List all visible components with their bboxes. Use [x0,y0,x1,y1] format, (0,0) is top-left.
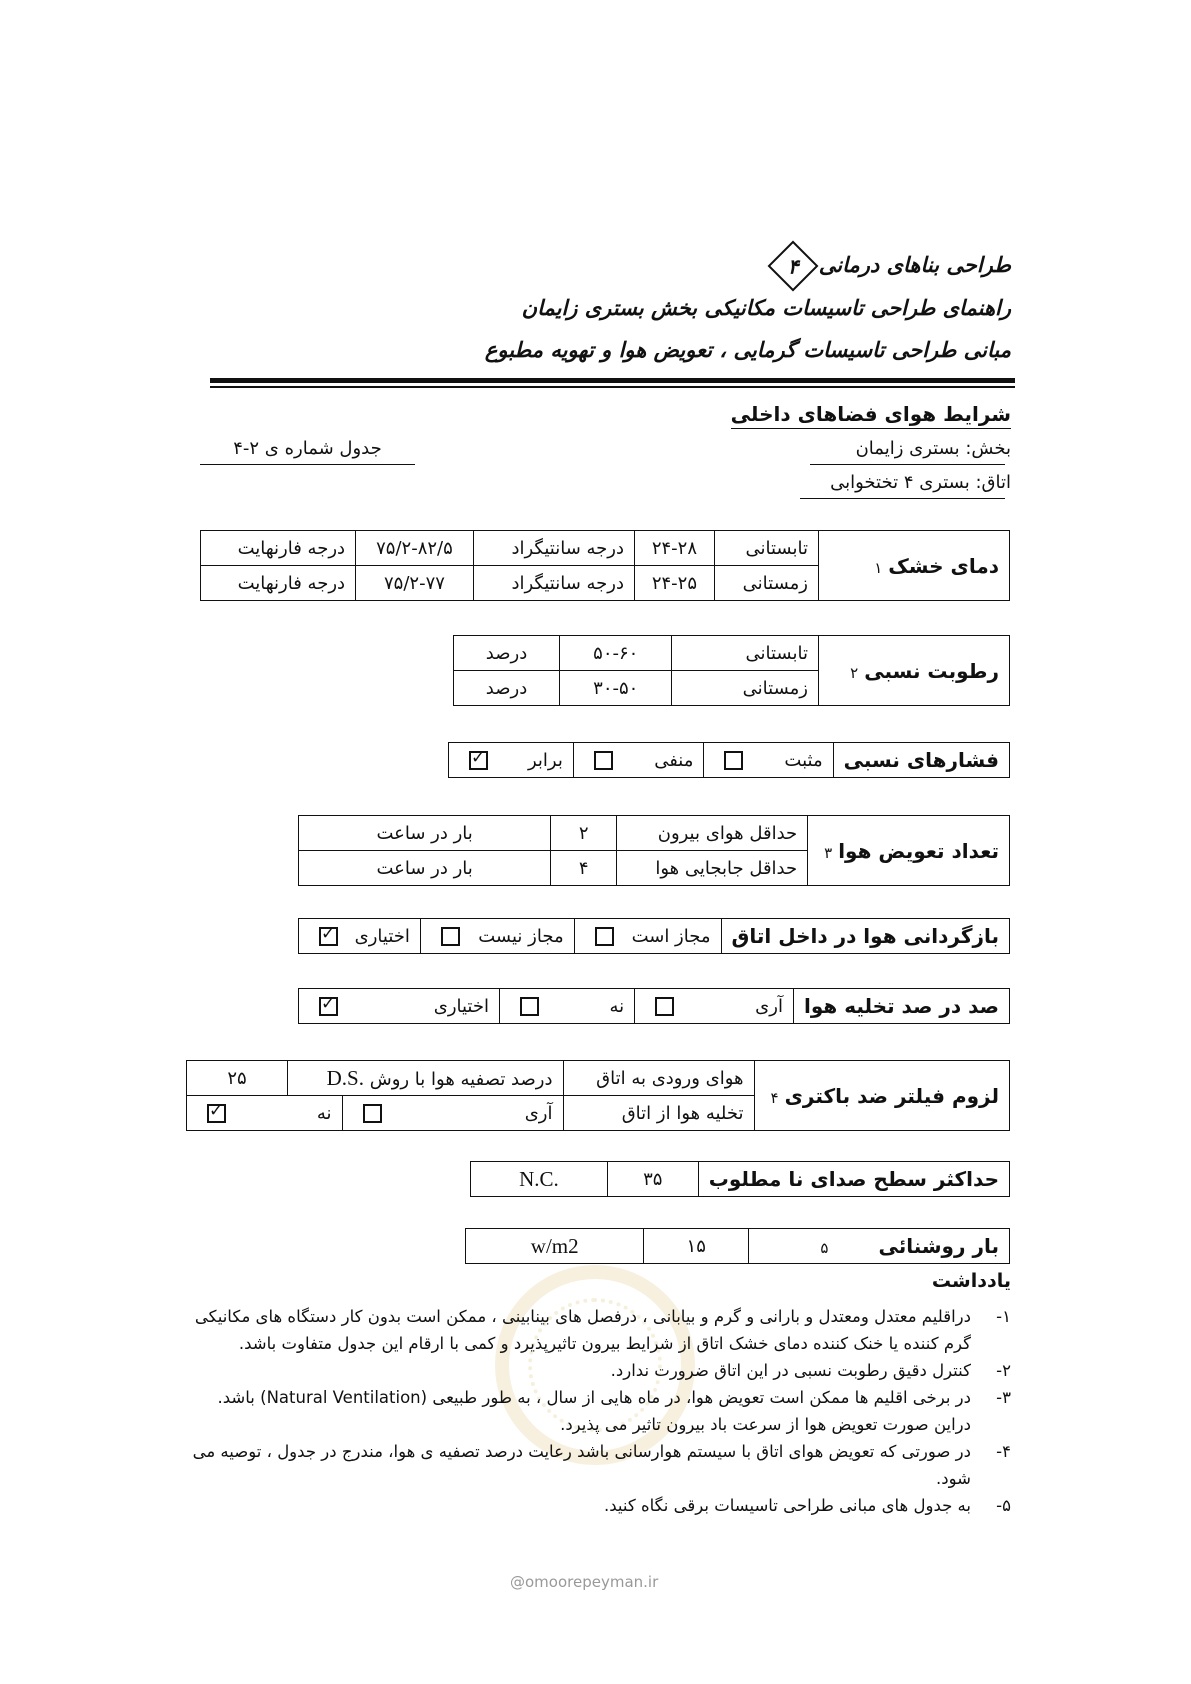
table-row [466,1229,1010,1264]
season-cell: زمستانی [714,566,818,601]
humidity-unit-cell: درصد [454,671,560,706]
dry-temp-label-text: دمای خشک [888,553,999,578]
note-number: ۴- [996,1442,1011,1461]
exhaust-option-optional [299,989,500,1024]
checkbox-no[interactable] [520,997,539,1016]
note-text: کنترل دقیق رطوبت نسبی در این اتاق ضرورت ندارد. [610,1361,971,1380]
notes-title: یادداشت [931,1270,1011,1292]
pressure-option-equal [449,743,574,778]
room-field: اتاق: بستری ۴ تختخوابی [830,472,1011,493]
fahrenheit-cell: ۷۵/۲-۸۲/۵ [356,531,474,566]
checkbox-positive[interactable] [724,751,743,770]
header-line-3: مبانی طراحی تاسیسات گرمایی ، تعویض هوا و تهویه مطبوع [484,338,1011,362]
recirculation-option-not-allowed [420,919,574,954]
pressure-table [448,742,1010,778]
note-ref: ۲ [850,663,859,682]
humidity-label-text: رطوبت نسبی [864,658,999,683]
celsius-cell: ۲۴-۲۸ [635,531,715,566]
filter-exhaust-option-no [187,1096,343,1131]
list-item [181,1384,1011,1438]
table-row [471,1162,1010,1197]
note-text: در برخی اقلیم ها ممکن است تعویض هوا، در ماه هایی از سال ، به طور طبیعی (Natural Ventilation) باشد. دراین صورت تعویض هوا از سرعت باد بیرون تاثیر می پذیرد. [217,1388,971,1434]
celsius-unit-cell: درجه سانتیگراد [473,531,634,566]
season-cell: تابستانی [714,531,818,566]
room-underline [800,498,1005,499]
season-cell: زمستانی [672,671,819,706]
note-ref: ۴ [770,1088,779,1107]
watermark-site: @omoorepeyman.ir [510,1573,659,1591]
celsius-cell: ۲۴-۲۵ [635,566,715,601]
recirculation-table [298,918,1010,954]
option-label: مجاز نیست [478,925,564,947]
air-change-name-cell: حداقل هوای بیرون [617,816,808,851]
humidity-unit-cell: درصد [454,636,560,671]
list-item [181,1357,1011,1384]
checkbox-optional-checked[interactable] [319,997,338,1016]
list-item [181,1438,1011,1492]
filter-supply-desc: درصد تصفیه هوا با روش [369,1068,553,1090]
noise-unit: N.C. [471,1162,608,1197]
pressure-option-negative [573,743,704,778]
header-rule-thick [210,378,1015,383]
lighting-label [749,1229,1010,1264]
checkbox-not-allowed[interactable] [441,927,460,946]
note-text: در صورتی که تعویض هوای اتاق با سیستم هوارسانی باشد رعایت درصد تصفیه ی هوا، مندرج در جدول ، توصیه می شود. [192,1442,971,1488]
checkbox-yes[interactable] [655,997,674,1016]
filter-exhaust-option-yes [342,1096,563,1131]
filter-supply-cell: هوای ورودی به اتاق [563,1061,754,1096]
table-row [299,989,1010,1024]
fahrenheit-cell: ۷۵/۲-۷۷ [356,566,474,601]
option-label: منفی [654,749,694,771]
note-ref: ۵ [820,1239,829,1257]
checkbox-yes[interactable] [363,1104,382,1123]
table-row [201,531,1010,566]
humidity-value-cell: ۵۰-۶۰ [560,636,672,671]
table-row [454,636,1010,671]
option-label: نه [609,995,625,1017]
table-row [299,816,1010,851]
air-change-table [298,815,1010,886]
option-label: مجاز است [631,925,711,947]
exhaust-option-no [500,989,635,1024]
table-row [449,743,1010,778]
dry-temp-label [819,531,1010,601]
option-label: برابر [527,749,563,771]
checkbox-negative[interactable] [594,751,613,770]
department-underline [810,464,1005,465]
list-item [181,1303,1011,1357]
exhaust-table [298,988,1010,1024]
humidity-table [453,635,1010,706]
recirculation-label: بازگردانی هوا در داخل اتاق [721,919,1010,954]
note-number: ۵- [996,1496,1011,1515]
checkbox-no-checked[interactable] [207,1104,226,1123]
filter-method: D.S. [326,1065,364,1090]
fahrenheit-unit-cell: درجه فارنهایت [201,531,356,566]
pressure-option-positive [704,743,833,778]
table-number-underline [200,464,415,465]
option-label: نه [316,1102,332,1124]
header-title-text: طراحی بناهای درمانی [818,253,1011,277]
option-label: مثبت [784,749,823,771]
note-ref: ۱ [874,558,883,577]
table-row [299,919,1010,954]
option-label: آری [524,1102,553,1124]
air-change-label [808,816,1010,886]
humidity-value-cell: ۳۰-۵۰ [560,671,672,706]
option-label: اختیاری [354,925,410,947]
recirculation-option-allowed [574,919,721,954]
table-row [187,1061,1010,1096]
exhaust-option-yes [635,989,794,1024]
chapter-number: ۴ [787,254,799,278]
chapter-badge [767,241,818,292]
lighting-table [465,1228,1010,1264]
checkbox-equal-checked[interactable] [469,751,488,770]
note-text: دراقلیم معتدل ومعتدل و بارانی و گرم و بیابانی ، درفصل های بینابینی ، ممکن است بدون کار دستگاه های مکانیکی گرم کننده یا خنک کننده دمای خشک اتاق از شرایط بیرون تاثیرپذیرد و کمی با ارقام این جدول متفاوت باشد. [194,1307,971,1353]
air-change-value-cell: ۲ [551,816,617,851]
section-title: شرایط هوای فضاهای داخلی [731,402,1011,429]
dry-temp-table [200,530,1010,601]
list-item [181,1492,1011,1519]
lighting-value: ۱۵ [644,1229,749,1264]
recirculation-option-optional [299,919,421,954]
air-change-label-text: تعداد تعویض هوا [838,838,999,863]
header-rule-thin [210,386,1015,388]
option-label: اختیاری [433,995,489,1017]
header-line-1 [767,248,1011,284]
air-change-name-cell: حداقل جابجایی هوا [617,851,808,886]
filter-supply-value: ۲۵ [187,1061,288,1096]
note-ref: ۳ [824,843,833,862]
note-number: ۲- [996,1361,1011,1380]
checkbox-allowed[interactable] [595,927,614,946]
note-number: ۳- [996,1388,1011,1407]
filter-table [186,1060,1010,1131]
fahrenheit-unit-cell: درجه فارنهایت [201,566,356,601]
noise-label: حداکثر سطح صدای نا مطلوب [698,1162,1009,1197]
season-cell: تابستانی [672,636,819,671]
note-text: به جدول های مبانی طراحی تاسیسات برقی نگاه کنید. [604,1496,971,1515]
table-number: جدول شماره ی ۲-۴ [233,438,382,459]
filter-label-text: لزوم فیلتر ضد باکتری [784,1083,999,1108]
noise-table [470,1161,1010,1197]
checkbox-optional-checked[interactable] [319,927,338,946]
air-change-value-cell: ۴ [551,851,617,886]
option-label: آری [755,995,783,1017]
air-change-unit-cell: بار در ساعت [299,816,551,851]
notes-section [181,1268,1011,1519]
lighting-label-text: بار روشنائی [878,1234,999,1258]
filter-label [754,1061,1010,1131]
filter-supply-desc-cell [288,1061,564,1096]
pressure-label: فشارهای نسبی [833,743,1009,778]
filter-exhaust-cell: تخلیه هوا از اتاق [563,1096,754,1131]
department-field: بخش: بستری زایمان [855,438,1011,459]
header-line-2: راهنمای طراحی تاسیسات مکانیکی بخش بستری زایمان [521,296,1011,320]
noise-value: ۳۵ [607,1162,698,1197]
exhaust-label: صد در صد تخلیه هوا [793,989,1009,1024]
air-change-unit-cell: بار در ساعت [299,851,551,886]
humidity-label [819,636,1010,706]
lighting-unit: w/m2 [466,1229,644,1264]
note-number: ۱- [996,1307,1011,1326]
celsius-unit-cell: درجه سانتیگراد [473,566,634,601]
